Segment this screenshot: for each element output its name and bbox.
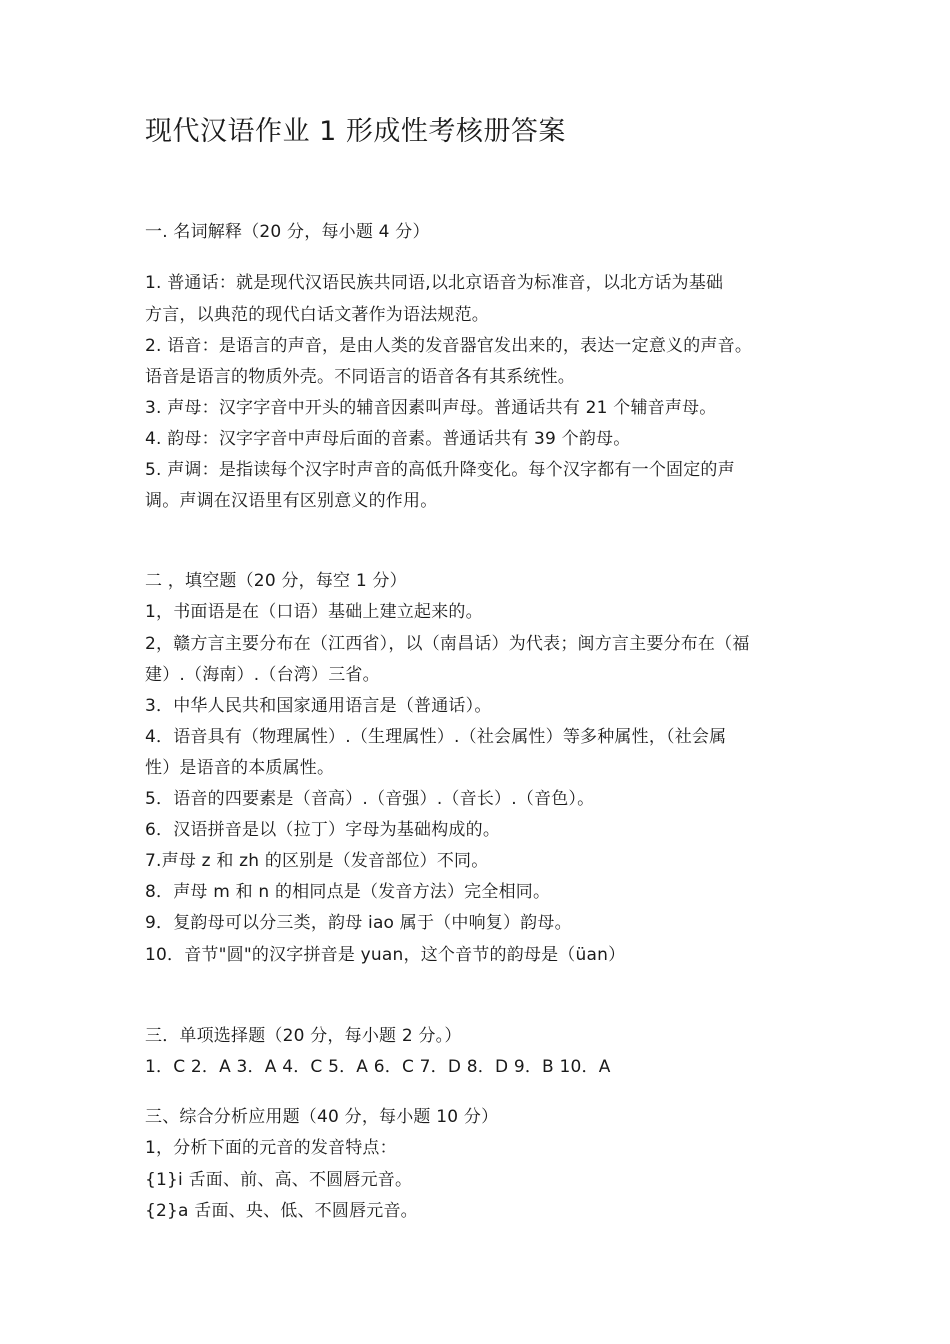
text-line: 3. 声母：汉字字音中开头的辅音因素叫声母。普通话共有 21 个辅音声母。: [145, 398, 717, 418]
section-2-heading: 二 ，填空题（20 分，每空 1 分）: [145, 571, 407, 591]
text-line: 9．复韵母可以分三类，韵母 iao 属于（中响复）韵母。: [145, 913, 572, 933]
text-line: 性）是语音的本质属性。: [145, 758, 335, 778]
text-line: 建）.（海南）.（台湾）三省。: [145, 665, 380, 685]
text-line: 4. 韵母：汉字字音中声母后面的音素。普通话共有 39 个韵母。: [145, 429, 631, 449]
text-line: 1，书面语是在（口语）基础上建立起来的。: [145, 602, 483, 622]
text-line: 语音是语言的物质外壳。不同语言的语音各有其系统性。: [145, 367, 575, 387]
text-line: 10．音节"圆"的汉字拼音是 yuan，这个音节的韵母是（üan）: [145, 945, 626, 965]
text-line: 2. 语音：是语言的声音，是由人类的发音器官发出来的，表达一定意义的声音。: [145, 336, 753, 356]
text-line: 8．声母 m 和 n 的相同点是（发音方法）完全相同。: [145, 882, 551, 902]
text-line: 1. 普通话：就是现代汉语民族共同语,以北京语音为标准音，以北方话为基础: [145, 273, 724, 293]
document-title: 现代汉语作业 1 形成性考核册答案: [145, 116, 566, 147]
text-line: 调。声调在汉语里有区别意义的作用。: [145, 491, 438, 511]
section-3-heading: 三．单项选择题（20 分，每小题 2 分。）: [145, 1026, 462, 1046]
text-line: 5. 声调：是指读每个汉字时声音的高低升降变化。每个汉字都有一个固定的声: [145, 460, 735, 480]
text-line: 方言，以典范的现代白话文著作为语法规范。: [145, 305, 489, 325]
text-line: 4．语音具有（物理属性）.（生理属性）.（社会属性）等多种属性，（社会属: [145, 727, 727, 747]
answer-key-line: 1．C 2．A 3．A 4．C 5．A 6．C 7．D 8．D 9．B 10．A: [145, 1057, 611, 1077]
text-line: 6．汉语拼音是以（拉丁）字母为基础构成的。: [145, 820, 501, 840]
text-line: 5．语音的四要素是（音高）.（音强）.（音长）.（音色）。: [145, 789, 595, 809]
text-line: 1，分析下面的元音的发音特点：: [145, 1138, 397, 1158]
text-line: {2}a 舌面、央、低、不圆唇元音。: [145, 1201, 418, 1221]
section-4-heading: 三、综合分析应用题（40 分，每小题 10 分）: [145, 1107, 499, 1127]
text-line: 2，赣方言主要分布在（江西省），以（南昌话）为代表；闽方言主要分布在（福: [145, 634, 750, 654]
section-1-heading: 一. 名词解释（20 分，每小题 4 分）: [145, 222, 430, 242]
text-line: {1}i 舌面、前、高、不圆唇元音。: [145, 1170, 413, 1190]
text-line: 3．中华人民共和国家通用语言是（普通话）。: [145, 696, 492, 716]
text-line: 7.声母 z 和 zh 的区别是（发音部位）不同。: [145, 851, 489, 871]
